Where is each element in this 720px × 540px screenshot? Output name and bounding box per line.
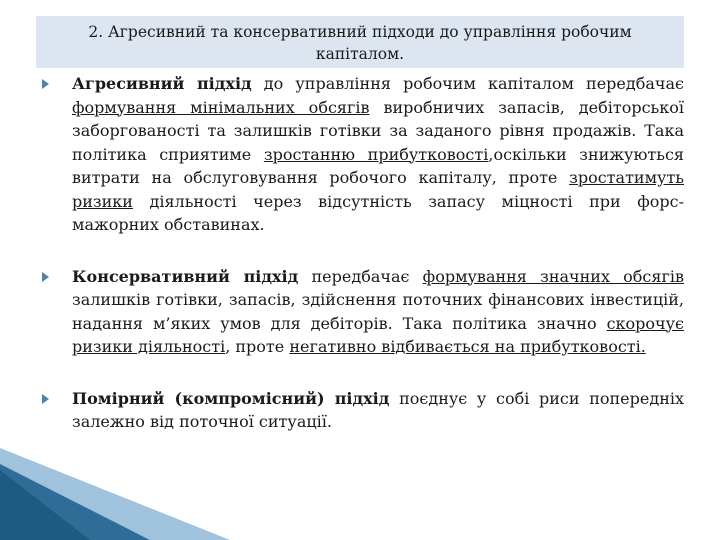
bullet-text	[72, 74, 684, 234]
text-run: , проте	[225, 337, 290, 356]
bold-term: Помірний (компромісний) підхід	[72, 388, 390, 408]
text-run: ,оскільки знижуються витрати на обслуговування робочого капіталу, проте	[72, 144, 685, 187]
text-run: поєднує у собі риси попередніх залежно від поточної ситуації.	[72, 388, 685, 431]
bullet-text	[72, 267, 684, 357]
bullet-list	[36, 72, 684, 434]
underlined-phrase: формування мінімальних обсягів	[72, 97, 370, 117]
bullet-item-conservative	[36, 265, 684, 359]
triangle-bullet-icon	[42, 394, 49, 404]
text-run: передбачає	[298, 266, 423, 286]
text-run: до управління робочим капіталом передбачає	[251, 74, 684, 93]
triangle-bullet-icon	[42, 272, 49, 282]
bold-term: Консервативний підхід	[72, 266, 299, 286]
triangle-bullet-icon	[42, 79, 49, 89]
underlined-phrase: зростатимуть ризики	[72, 168, 684, 211]
text-run: залишків готівки, запасів, здійснення поточних фінансових інвестицій, надання м’яких умов для дебіторів. Така політика значно	[72, 290, 684, 333]
underlined-phrase: формування значних обсягів	[422, 266, 684, 286]
text-run: виробничих запасів, дебіторської заборгованості та залишків готівки за заданого рівня продажів. Така політика сприятиме	[72, 97, 685, 164]
text-run: діяльності через відсутність запасу міцності при форс-мажорних обставинах.	[72, 191, 684, 234]
bullet-text	[72, 389, 684, 432]
slide-title-line-2: капіталом.	[315, 45, 405, 63]
bold-term: Агресивний підхід	[72, 74, 252, 93]
bullet-item-moderate	[36, 387, 684, 434]
bullet-item-aggressive	[36, 72, 684, 237]
corner-swoosh-decoration	[0, 440, 720, 540]
slide-title	[36, 16, 684, 68]
underlined-phrase: зростанню прибутковості	[263, 144, 489, 164]
underlined-phrase: скорочує ризики діяльності	[72, 313, 684, 356]
slide-title-line-1: 2. Агресивний та консервативний підходи до управління робочим	[88, 23, 632, 41]
underlined-phrase: негативно відбивається на прибутковості.	[289, 337, 646, 356]
